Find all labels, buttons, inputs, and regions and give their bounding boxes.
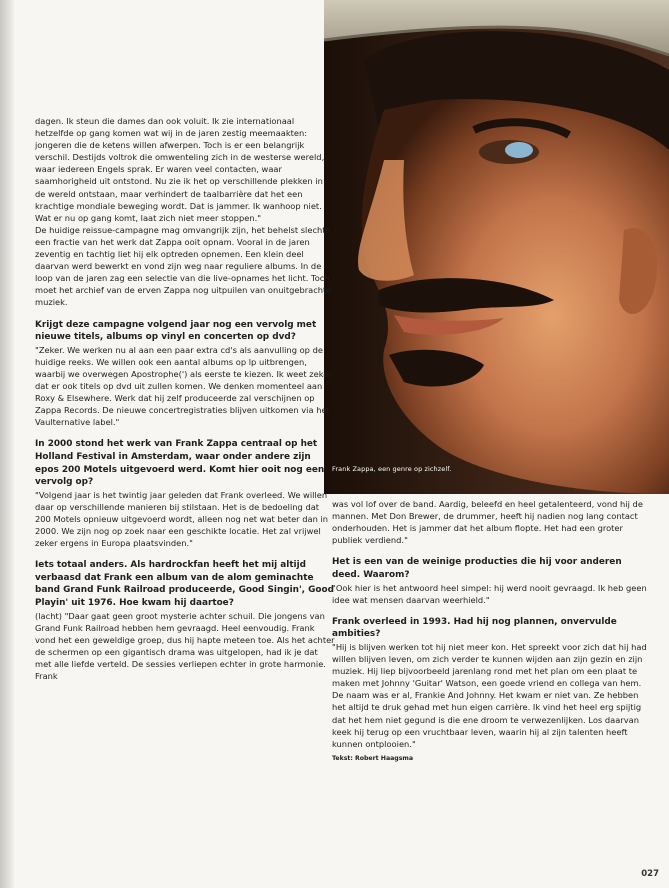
body-paragraph: (lacht) "Daar gaat geen groot mysterie achter schuil. Die jongens van Grand Funk Railroad hebben hem gevraagd. Heel eenvoudig. Frank vond het een geweldige groep, dus hij hapte meteen toe. Als het achter de schermen op een gigantisch drama was uitgelopen, had ik je dat met alle liefde verteld. De sessies verliepen echter in grote harmonie. Frank <box>35 610 335 682</box>
body-paragraph: "Zeker. We werken nu al aan een paar extra cd's als aanvulling op de huidige reeks. We willen ook een aantal albums op lp uitbrengen, waarbij we overwegen Apostrophe(') als eerste te kiezen. Ik weet zeker dat er ook titels op dvd uit zullen komen. We denken momenteel aan Roxy & Elsewhere. Werk dat hij zelf produceerde zal verschijnen op Zappa Records. De nieuwe concertregistraties blijven uitkomen via het Vaulternative label." <box>35 344 332 428</box>
paragraph-gap <box>332 546 650 556</box>
interview-question: In 2000 stond het werk van Frank Zappa centraal op het Holland Festival in Amsterdam, waar onder andere zijn epos 200 Motels uitgevoerd werd. Komt hier ooit nog een vervolg op? <box>35 439 325 488</box>
paragraph-gap <box>35 428 335 438</box>
body-paragraph: "Hij is blijven werken tot hij niet meer kon. Het spreekt voor zich dat hij had willen blijven leven, om zich verder te kunnen wijden aan zijn gezin en zijn muziek. Hij liep bijvoorbeeld jarenlang rond met het plan om een plaat te maken met Johnny 'Guitar' Watson, een goede vriend en collega van hem. De naam was er al, Frankie And Johnny. Het kwam er niet van. Ze hebben het altijd te druk gehad met hun eigen carrière. Ik vind het heel erg spijtig dat het hem niet gegund is die ene droom te verwezenlijken. Los daarvan keek hij terug op een vruchtbaar leven, waarin hij al zijn talenten heeft kunnen ontplooien." <box>332 641 647 749</box>
right-paragraphs <box>332 498 650 750</box>
body-paragraph: "Volgend jaar is het twintig jaar geleden dat Frank overleed. We willen daar op verschillende manieren bij stilstaan. Het is de bedoeling dat 200 Motels opnieuw uitgevoerd wordt, alleen nog net wat beter dan in 2000. We zijn nog op zoek naar een geschikte locatie. Het zal vrijwel zeker ergens in Europa plaatsvinden." <box>35 489 329 549</box>
body-paragraph: dagen. Ik steun die dames dan ook voluit. Ik zie internationaal hetzelfde op gang komen wat wij in de jaren zestig meemaakten: jongeren die de ketens willen afwerpen. Toch is er een belangrijk verschil. Destijds voltrok die omwenteling zich in de westerse wereld, waar iedereen Engels sprak. Er waren veel contacten, waar saamhorigheid uit ontstond. Nu zie ik het op verschillende plekken in de wereld ontstaan, maar verhindert de taalbarrière dat het een krachtige mondiale beweging wordt. Dat is jammer. Ik wanhoop niet. Wat er nu op gang komt, laat zich niet meer stoppen." <box>35 116 325 223</box>
interview-question: Het is een van de weinige producties die hij voor anderen deed. Waarom? <box>332 557 622 580</box>
interview-question: Krijgt deze campagne volgend jaar nog een vervolg met nieuwe titels, albums op vinyl en concerten op dvd? <box>35 319 317 343</box>
author-credit: Tekst: Robert Haagsma <box>332 754 414 762</box>
body-paragraph: was vol lof over de band. Aardig, beleefd en heel getalenteerd, vond hij de mannen. Met Don Brewer, de drummer, heeft hij nadien nog lang contact onderhouden. Het is jammer dat het album flopte. Het had een groter publiek verdiend." <box>332 499 643 546</box>
page-number: 027 <box>641 869 659 879</box>
interview-question: Frank overleed in 1993. Had hij nog plannen, onvervulde ambities? <box>332 616 617 640</box>
left-text-column <box>35 115 335 682</box>
interview-question: Iets totaal anders. Als hardrockfan heeft het mij altijd verbaasd dat Frank een album van de alom geminachte band Grand Funk Railroad produceerde, Good Singin', Good Playin' uit 1976. Hoe kwam hij daartoe? <box>35 560 334 608</box>
right-text-column <box>332 498 650 765</box>
body-paragraph: De huidige reissue-campagne mag omvangrijk zijn, het behelst slechts een fractie van het werk dat Zappa ooit opnam. Vooral in de jaren zeventig en tachtig liet hij elk optreden opnemen. Een klein deel daarvan werd bewerkt en vond zijn weg naar reguliere albums. In de loop van de jaren zag een selectie van die live-opnames het licht. Toch moet het archief van de erven Zappa nog uitpuilen van onuitgebrachte muziek. <box>35 224 332 308</box>
page-spine-shadow <box>0 0 14 888</box>
body-paragraph: "Ook hier is het antwoord heel simpel: hij werd nooit gevraagd. Ik heb geen idee wat mensen daarvan weerhield." <box>332 582 647 605</box>
paragraph-gap <box>35 549 335 559</box>
portrait-illustration <box>324 0 669 494</box>
photo-caption: Frank Zappa, een genre op zichzelf. <box>332 465 452 473</box>
zappa-portrait-photo <box>324 0 669 494</box>
paragraph-gap <box>35 309 335 319</box>
paragraph-gap <box>332 606 650 616</box>
